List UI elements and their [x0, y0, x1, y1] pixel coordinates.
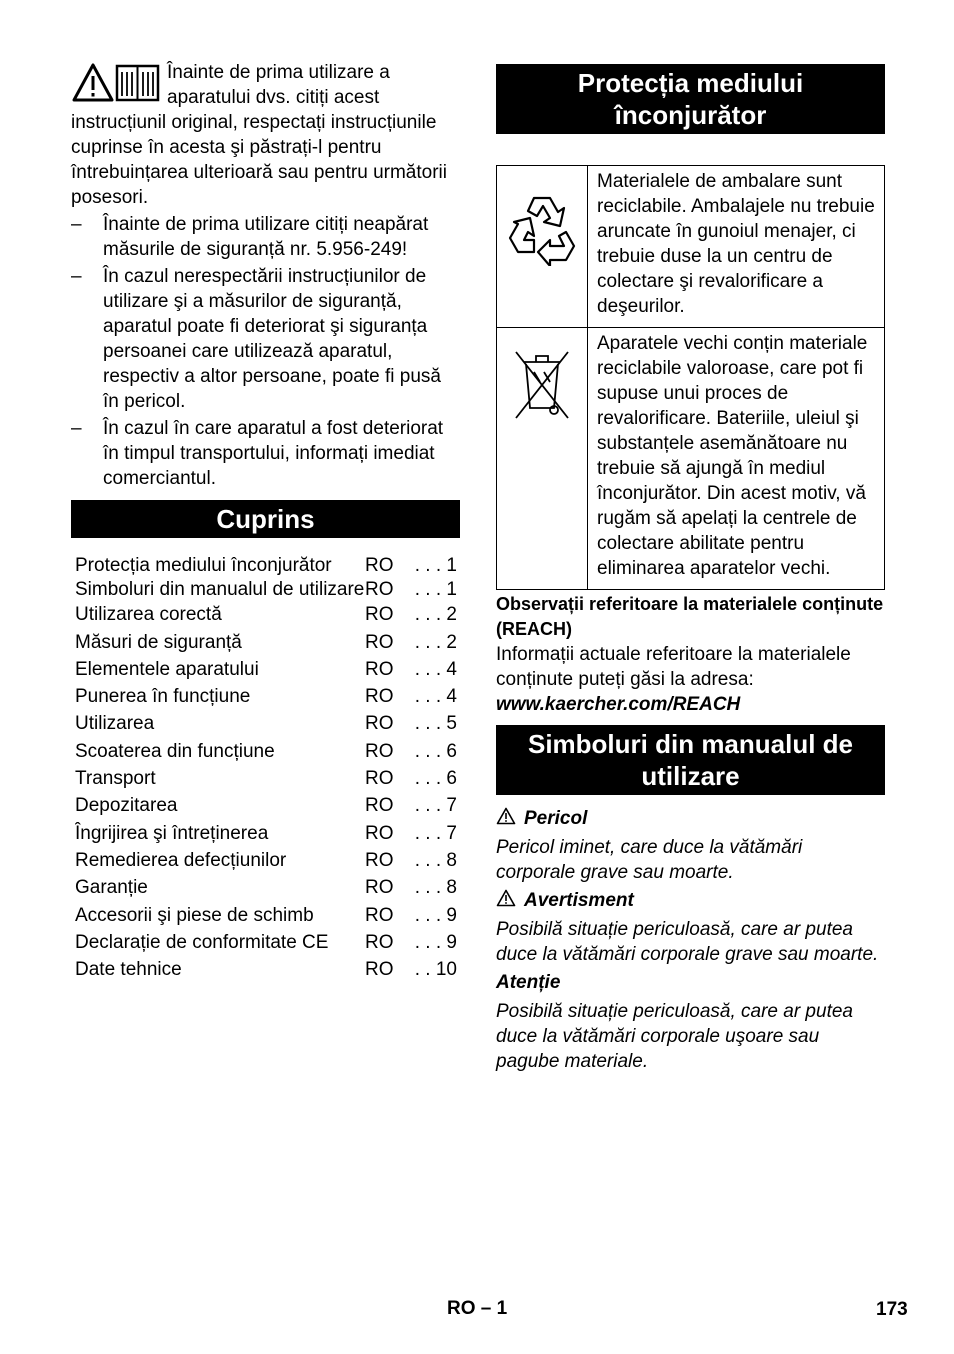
toc-entry-lang: RO — [365, 579, 394, 601]
toc-entry-page: . . . 2 — [414, 604, 457, 626]
toc-entry-page: . . . 6 — [414, 768, 457, 790]
reach-heading: Observații referitoare la materialele conținute (REACH) — [496, 594, 884, 639]
toc-entry-lang: RO — [365, 795, 394, 817]
toc-entry-title: Utilizarea — [75, 713, 155, 735]
toc-entry[interactable] — [71, 847, 460, 874]
environment-appliances-text: Aparatele vechi conțin materiale reciclabile valoroase, care pot fi supuse unui proces de revalorificare. Bateriile, uleiul şi substanțele asemănătoare nu trebuie să ajungă în mediul înconjurător. Din acest motiv, vă rugăm să apelați la centrele de colectare abilitate pentru eliminarea aparatelor vechi. — [588, 328, 885, 590]
warning-label: Avertisment — [524, 890, 634, 911]
table-row — [497, 166, 885, 328]
toc-entry[interactable] — [71, 929, 460, 956]
toc-entry[interactable] — [71, 552, 460, 579]
toc-entry-lang: RO — [365, 555, 394, 576]
toc-entry[interactable] — [71, 956, 460, 983]
warning-triangle-icon — [496, 807, 516, 825]
toc-entry[interactable] — [71, 792, 460, 819]
crossed-bin-icon — [514, 348, 570, 420]
toc-entry-title: Utilizarea corectă — [75, 604, 222, 626]
toc-entry[interactable] — [71, 579, 460, 601]
recycle-icon — [504, 190, 580, 266]
toc-entry-title: Garanție — [75, 877, 148, 899]
toc-entry-page: . . . 7 — [414, 822, 457, 844]
toc-entry-page: . . . 8 — [414, 877, 457, 899]
toc-entry-lang: RO — [365, 631, 394, 653]
toc-entry-page: . . . 2 — [414, 631, 457, 653]
toc-entry[interactable] — [71, 710, 460, 737]
toc-entry-lang: RO — [365, 713, 394, 735]
danger-label: Pericol — [524, 808, 588, 829]
toc-entry-title: Depozitarea — [75, 795, 178, 817]
toc-entry-title: Măsuri de siguranță — [75, 631, 242, 653]
toc-entry[interactable] — [71, 683, 460, 710]
list-item: – În cazul nerespectării instrucțiunilor de utilizare şi a măsurilor de siguranță, aparatul poate fi deteriorat şi siguranța persoanei care utilizează aparatul, respectiv a altor persoane, poate fi pusă în pericol. — [71, 264, 460, 414]
toc-entry-page: . . . 4 — [414, 686, 457, 708]
toc-entry-lang: RO — [365, 822, 394, 844]
toc-entry-title: Simboluri din manualul de utilizare — [75, 579, 365, 601]
environment-packaging-text: Materialele de ambalare sunt reciclabile. Ambalajele nu trebuie aruncate în gunoiul menajer, ci trebuie duse la un centru de colectare şi revalorificare a deşeurilor. — [588, 166, 885, 328]
toc-entry-page: . . 10 — [414, 959, 457, 981]
reach-text: Informații actuale referitoare la materialele conținute puteți găsi la adresa: — [496, 644, 851, 690]
toc-entry-lang: RO — [365, 877, 394, 899]
toc-entry-lang: RO — [365, 931, 394, 953]
toc-entry[interactable] — [71, 902, 460, 929]
right-column — [496, 64, 885, 1074]
left-column — [71, 60, 460, 983]
warning-label-row — [496, 889, 885, 913]
toc-entry-title: Scoaterea din funcțiune — [75, 740, 275, 762]
toc-entry-lang: RO — [365, 604, 394, 626]
reach-link[interactable]: www.kaercher.com/REACH — [496, 694, 741, 715]
warning-triangle-icon — [496, 889, 516, 907]
toc-entry-lang: RO — [365, 849, 394, 871]
caution-label: Atenție — [496, 972, 561, 993]
toc-entry-title: Îngrijirea şi întreținerea — [75, 822, 269, 844]
caution-text: Posibilă situație periculoasă, care ar putea duce la vătămări corporale uşoare sau pagube materiale. — [496, 1001, 853, 1072]
toc-entry-page: . . . 8 — [414, 849, 457, 871]
table-row — [497, 328, 885, 590]
toc-entry-lang: RO — [365, 768, 394, 790]
toc-entry[interactable] — [71, 874, 460, 901]
toc-entry-lang: RO — [365, 658, 394, 680]
toc-entry-page: . . . 9 — [414, 931, 457, 953]
toc-heading: Cuprins — [71, 500, 460, 538]
toc-entry[interactable] — [71, 629, 460, 656]
footer-section-page: RO – 1 — [447, 1298, 508, 1319]
list-item: – Înainte de prima utilizare citiți neapărat măsurile de siguranță nr. 5.956-249! — [71, 212, 460, 262]
toc-entry-page: . . . 9 — [414, 904, 457, 926]
toc-entry[interactable] — [71, 601, 460, 628]
toc-entry[interactable] — [71, 765, 460, 792]
toc-entry[interactable] — [71, 656, 460, 683]
toc-entry-lang: RO — [365, 740, 394, 762]
toc-entry-lang: RO — [365, 686, 394, 708]
toc-entry-title: Accesorii şi piese de schimb — [75, 904, 314, 926]
intro-bullets — [71, 212, 460, 491]
warning-manual-icon — [71, 62, 161, 104]
symbols-heading: Simboluri din manualul de utilizare — [496, 725, 885, 795]
toc-entry-page: . . . 4 — [414, 658, 457, 680]
toc-entry-lang: RO — [365, 959, 394, 981]
toc-entry-title: Punerea în funcțiune — [75, 686, 251, 708]
warning-text: Posibilă situație periculoasă, care ar putea duce la vătămări corporale grave sau moarte. — [496, 919, 879, 965]
danger-text: Pericol iminet, care duce la vătămări corporale grave sau moarte. — [496, 837, 803, 883]
table-of-contents — [71, 552, 460, 983]
toc-entry-title: Date tehnice — [75, 959, 182, 981]
toc-entry-page: . . . 1 — [414, 555, 457, 576]
toc-entry-title: Transport — [75, 768, 156, 790]
list-item: – În cazul în care aparatul a fost deteriorat în timpul transportului, informați imediat comerciantul. — [71, 416, 460, 491]
toc-entry-lang: RO — [365, 904, 394, 926]
toc-entry-title: Declarație de conformitate CE — [75, 931, 329, 953]
toc-entry[interactable] — [71, 738, 460, 765]
toc-entry-title: Protecția mediului înconjurător — [75, 555, 332, 576]
toc-entry-page: . . . 6 — [414, 740, 457, 762]
toc-entry-title: Remedierea defecțiunilor — [75, 849, 287, 871]
intro-paragraph: Înainte de prima utilizare a aparatului dvs. citiți acest instrucțiunil original, respectați instrucțiunile cuprinse în acesta şi păstrați-l pentru întrebuințarea ulterioară sau pentru următorii posesori. — [71, 62, 447, 208]
toc-entry[interactable] — [71, 820, 460, 847]
danger-label-row — [496, 807, 885, 831]
toc-entry-page: . . . 5 — [414, 713, 457, 735]
toc-entry-page: . . . 7 — [414, 795, 457, 817]
toc-entry-page: . . . 1 — [414, 579, 457, 601]
environment-heading: Protecția mediului înconjurător — [496, 64, 885, 134]
page-number: 173 — [876, 1299, 908, 1320]
toc-entry-title: Elementele aparatului — [75, 658, 259, 680]
environment-table — [496, 165, 885, 590]
